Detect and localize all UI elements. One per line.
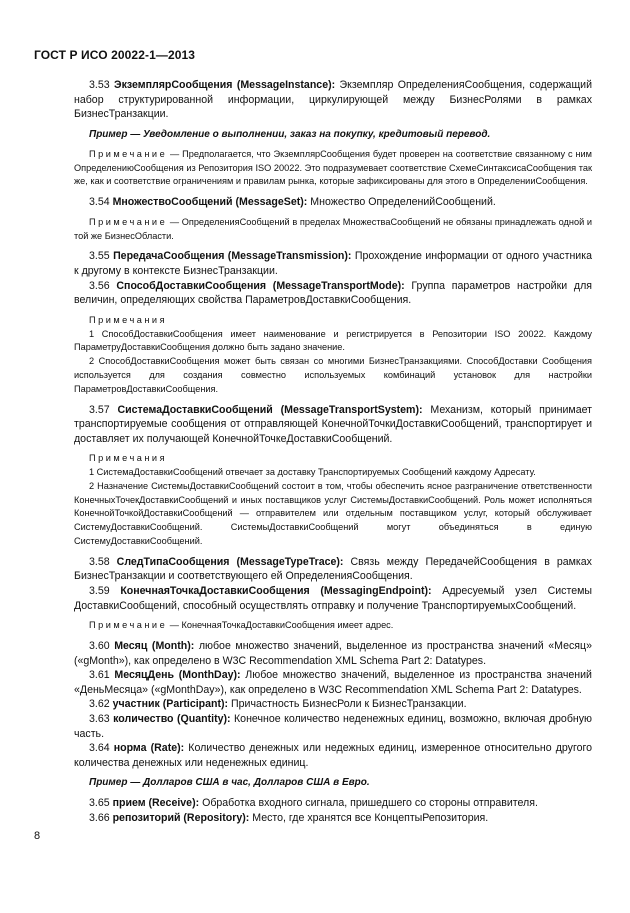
notes-label-3-56: Примечания bbox=[89, 314, 168, 325]
entry-3-66 bbox=[74, 811, 592, 826]
entry-text: Экземпляр ОпределенияСообщения, содержащий набор структурированной информации, циркулирующей между БизнесРолями в рамках БизнесТранзакции. bbox=[74, 79, 592, 121]
entry-3-57 bbox=[74, 403, 592, 447]
entry-number: 3.64 bbox=[89, 742, 110, 755]
page-content bbox=[74, 78, 592, 826]
note-3-57-item-2: 2 Назначение СистемыДоставкиСообщений состоит в том, чтобы обеспечить ясное разграничение ответственности КонечныхТочекДоставкиСообщений и иных поставщиков услуг СистемыДоставкиСообщений. Роль может исполняться КонечнойТочкойДоставкиСообщений — отправителем или отдельным поставщиком услуг, который обслуживает СистемуДоставкиСообщений. СистемыДоставкиСообщений могут объединяться в единую СистемуДоставкиСообщений. bbox=[74, 480, 592, 547]
entry-term: репозиторий (Repository): bbox=[112, 811, 250, 824]
example-3-64: Пример — Долларов США в час, Долларов США в Евро. bbox=[89, 777, 370, 789]
standard-header: ГОСТ Р ИСО 20022-1—2013 bbox=[34, 48, 196, 62]
entry-number: 3.57 bbox=[89, 403, 110, 416]
note-text: — КонечнаяТочкаДоставкиСообщения имеет адрес. bbox=[167, 620, 394, 631]
entry-text: любое множество значений, выделенное из пространства значений «Месяц» («gMonth»), как определено в W3C Recommendation XML Schema Part 2: Datatypes. bbox=[74, 640, 592, 667]
entry-text: Конечное количество неденежных единиц, возможно, включая дробную часть. bbox=[74, 713, 592, 740]
entry-term: прием (Receive): bbox=[112, 797, 200, 810]
entry-term: ПередачаСообщения (MessageTransmission): bbox=[113, 250, 352, 263]
entry-number: 3.54 bbox=[89, 196, 110, 209]
entry-term: норма (Rate): bbox=[113, 742, 185, 755]
entry-term: СледТипаСообщения (MessageTypeTrace): bbox=[116, 555, 344, 568]
entry-number: 3.62 bbox=[89, 698, 110, 711]
note-3-53 bbox=[74, 148, 592, 189]
note-3-59 bbox=[74, 619, 592, 633]
example-3-53: Пример — Уведомление о выполнении, заказ на покупку, кредитовый перевод. bbox=[89, 128, 491, 140]
entry-term: СистемаДоставкиСообщений (MessageTransportSystem): bbox=[117, 403, 423, 416]
entry-number: 3.63 bbox=[89, 713, 110, 726]
note-text: — ОпределенияСообщений в пределах МножестваСообщений не обязаны принадлежать одной и той же БизнесОбласти. bbox=[74, 216, 592, 241]
entry-number: 3.66 bbox=[89, 811, 110, 824]
note-3-57-item-1: 1 СистемаДоставкиСообщений отвечает за доставку Транспортируемых Сообщений каждому Адресату. bbox=[89, 467, 536, 478]
entry-number: 3.60 bbox=[89, 640, 110, 653]
note-3-54 bbox=[74, 216, 592, 244]
entry-term: МножествоСообщений (MessageSet): bbox=[112, 196, 308, 209]
entry-text: Множество ОпределенийСообщений. bbox=[307, 196, 496, 209]
entry-number: 3.59 bbox=[89, 585, 110, 598]
entry-text: Связь между ПередачейСообщения в рамках БизнесТранзакции и соответствующего ей ОпределенияСообщения. bbox=[74, 555, 592, 583]
note-text: — Предполагается, что ЭкземплярСообщения будет проверен на соответствие связанному с ним ОпределениюСообщения из Репозитория ISO 20022. Это подразумевает соответствие СхемеСинтаксисаСообщения так же, как и соответствие ограничениям и правилам рынка, которые зафиксированы для этого в ОпределенииСообщения. bbox=[74, 148, 592, 187]
entry-term: МесяцДень (MonthDay): bbox=[114, 669, 241, 682]
entry-text: Причастность БизнесРоли к БизнесТранзакции. bbox=[228, 698, 467, 711]
entry-3-62 bbox=[74, 697, 592, 712]
entry-term: участник (Participant): bbox=[112, 698, 229, 711]
entry-3-58 bbox=[74, 555, 592, 584]
page-number: 8 bbox=[34, 830, 41, 842]
entry-3-60 bbox=[74, 639, 592, 668]
entry-text: Обработка входного сигнала, пришедшего со стороны отправителя. bbox=[199, 797, 538, 810]
entry-3-65 bbox=[74, 796, 592, 811]
entry-text: Механизм, который принимает транспортируемые сообщения от отправляющей КонечнойТочкиДоставкиСообщений, транспортирует и доставляет их получающей КонечнойТочкеДоставкиСообщений. bbox=[74, 403, 592, 445]
entry-term: СпособДоставкиСообщения (MessageTransportMode): bbox=[116, 279, 405, 292]
entry-term: количество (Quantity): bbox=[113, 713, 231, 726]
entry-3-54 bbox=[74, 195, 592, 210]
entry-term: Месяц (Month): bbox=[114, 640, 195, 653]
entry-text: Адресуемый узел Системы ДоставкиСообщений, способный осуществлять отправку и получение ТранспортируемыхСообщений. bbox=[74, 585, 592, 612]
note-3-56-item-1: 1 СпособДоставкиСообщения имеет наименование и регистрируется в Репозитории ISO 20022. Каждому ПараметруДоставкиСообщения должно быть задано значение. bbox=[74, 328, 592, 353]
entry-3-64 bbox=[74, 741, 592, 770]
entry-text: Группа параметров настройки для величин, определяющих свойства ПараметровДоставкиСообщения. bbox=[74, 279, 592, 307]
entry-text: Количество денежных или недежных единиц, измеренное относительно другого количества денежных или неденежных единиц. bbox=[74, 742, 593, 769]
entry-3-63 bbox=[74, 712, 592, 741]
entry-number: 3.65 bbox=[89, 797, 110, 810]
entry-3-55 bbox=[74, 249, 592, 278]
entry-text: Место, где хранятся все КонцептыРепозитория. bbox=[249, 811, 489, 824]
entry-3-59 bbox=[74, 584, 592, 613]
note-3-56-item-2: 2 СпособДоставкиСообщения может быть связан со многими БизнесТранзакциями. СпособДоставки Сообщения используется для создания совместно используемых комбинаций установок для настройки ПараметровДоставкиСообщения. bbox=[74, 356, 592, 394]
note-label: Примечание bbox=[89, 148, 168, 159]
entry-number: 3.55 bbox=[89, 250, 110, 263]
entry-text: Любое множество значений, выделенное из пространства значений «ДеньМесяца» («gMonthDay»), как определено в W3C Recommendation XML Schema Part 2: Datatypes. bbox=[74, 669, 592, 696]
entry-term: ЭкземплярСообщения (MessageInstance): bbox=[114, 79, 336, 91]
notes-label-3-57: Примечания bbox=[89, 453, 168, 464]
entry-text: Прохождение информации от одного участника к другому в контексте БизнесТранзакции. bbox=[74, 250, 592, 277]
entry-3-56 bbox=[74, 279, 592, 308]
entry-3-53 bbox=[74, 78, 592, 122]
entry-number: 3.61 bbox=[89, 669, 110, 682]
entry-number: 3.58 bbox=[89, 555, 110, 568]
entry-number: 3.56 bbox=[89, 279, 110, 292]
entry-3-61 bbox=[74, 668, 592, 697]
note-label: Примечание bbox=[89, 216, 168, 227]
entry-term: КонечнаяТочкаДоставкиСообщения (MessagingEndpoint): bbox=[120, 585, 432, 598]
entry-number: 3.53 bbox=[89, 79, 110, 91]
note-label: Примечание bbox=[89, 620, 168, 631]
